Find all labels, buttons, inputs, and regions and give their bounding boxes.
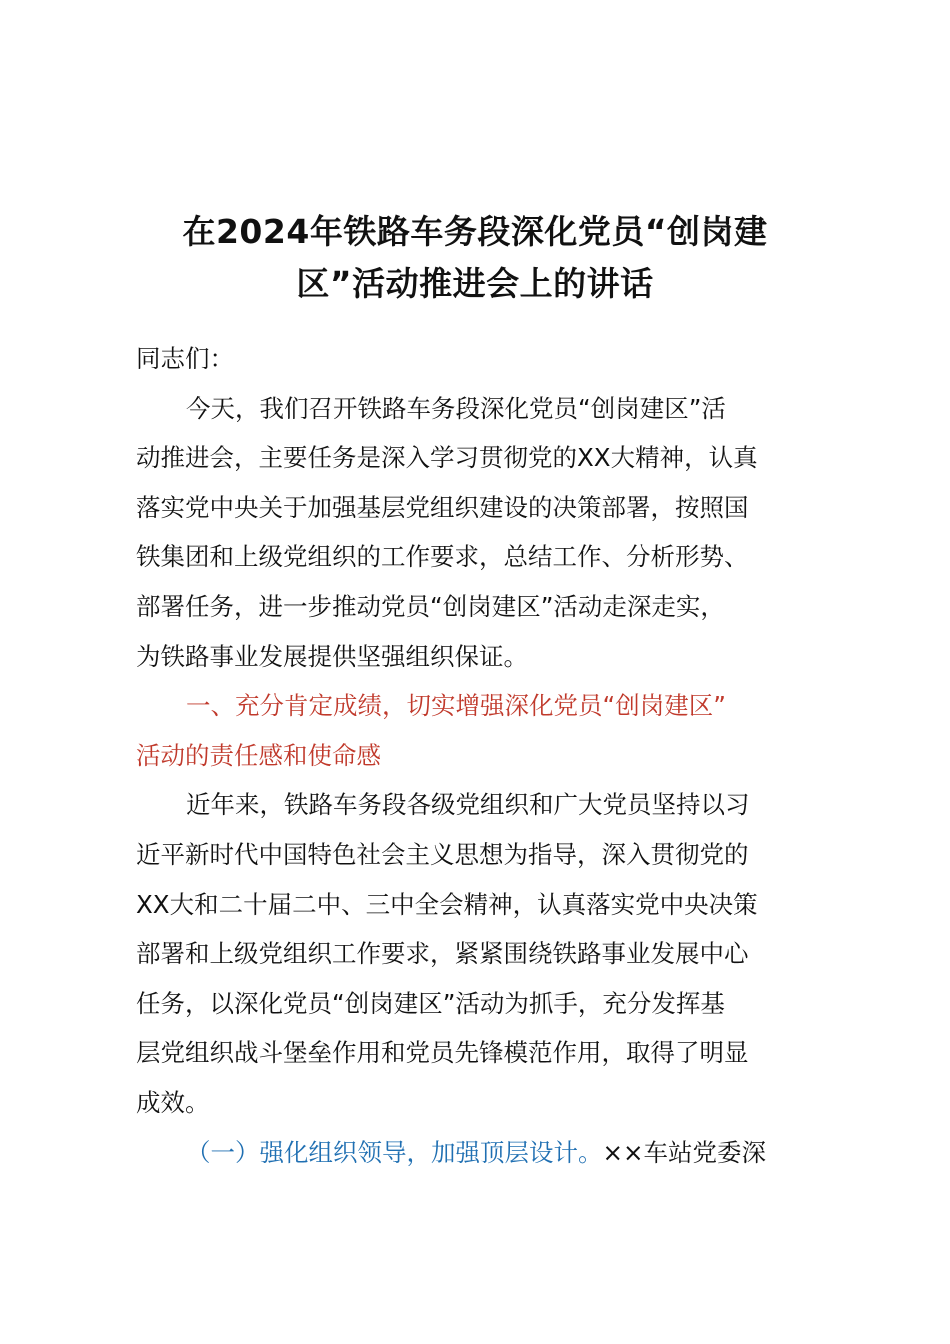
subsection-1-text: ××车站党委深 <box>602 1137 767 1167</box>
paragraph-2-line: 任务，以深化党员“创岗建区”活动为抓手，充分发挥基 <box>136 988 725 1018</box>
greeting: 同志们： <box>136 344 234 373</box>
paragraph-1-line: 部署任务，进一步推动党员“创岗建区”活动走深走实， <box>136 591 725 621</box>
paragraph-1-line: 落实党中央关于加强基层党组织建设的决策部署，按照国 <box>136 492 749 522</box>
paragraph-1-line: 动推进会，主要任务是深入学习贯彻党的XX大精神，认真 <box>136 443 758 473</box>
section-heading-1 <box>136 681 848 780</box>
paragraph-1-line: 铁集团和上级党组织的工作要求，总结工作、分析形势、 <box>136 542 749 572</box>
subsection-heading-1: （一）强化组织领导，加强顶层设计。 <box>186 1137 603 1167</box>
paragraph-1 <box>136 384 848 682</box>
paragraph-1-line: 今天，我们召开铁路车务段深化党员“创岗建区”活 <box>186 393 726 423</box>
subsection-1 <box>136 1128 848 1178</box>
paragraph-2-line: 成效。 <box>136 1087 210 1117</box>
paragraph-2-line: 部署和上级党组织工作要求，紧紧围绕铁路事业发展中心 <box>136 939 749 969</box>
paragraph-2-line: XX大和二十届二中、三中全会精神，认真落实党中央决策 <box>136 889 758 919</box>
section-heading-1-line: 活动的责任感和使命感 <box>136 740 381 770</box>
section-heading-1-line: 一、充分肯定成绩，切实增强深化党员“创岗建区” <box>186 691 726 721</box>
document-title <box>120 206 830 310</box>
title-line-2: 区”活动推进会上的讲话 <box>296 264 654 303</box>
paragraph-2-line: 近年来，铁路车务段各级党组织和广大党员坚持以习 <box>186 790 750 820</box>
paragraph-2 <box>136 780 848 1127</box>
paragraph-2-line: 近平新时代中国特色社会主义思想为指导，深入贯彻党的 <box>136 839 749 869</box>
paragraph-1-line: 为铁路事业发展提供坚强组织保证。 <box>136 641 528 671</box>
title-line-1: 在2024年铁路车务段深化党员“创岗建 <box>182 212 768 251</box>
paragraph-2-line: 层党组织战斗堡垒作用和党员先锋模范作用，取得了明显 <box>136 1038 749 1068</box>
subsection-1-line <box>136 1128 848 1178</box>
document-body <box>136 334 848 1177</box>
